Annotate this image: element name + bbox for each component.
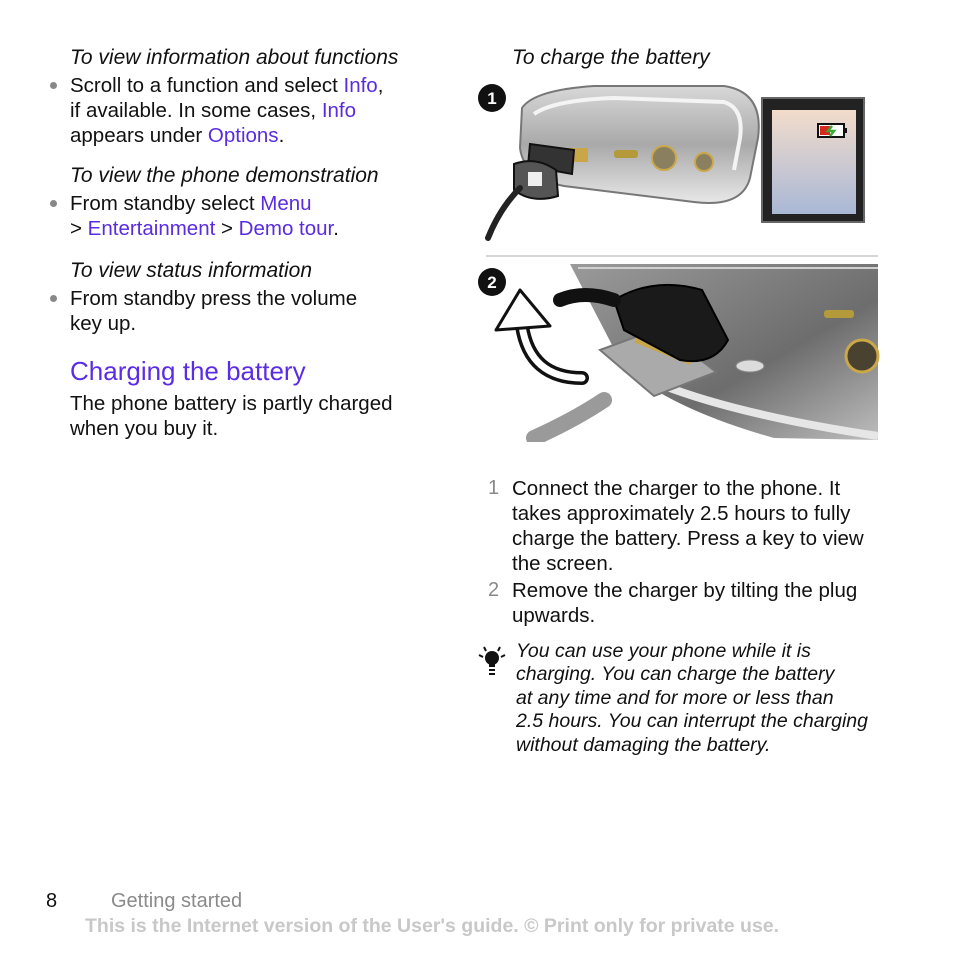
status-line-1: From standby press the volume (70, 287, 358, 310)
info-text-3b: . (278, 124, 285, 147)
charging-illustration-connect (474, 78, 884, 248)
demo-line-1 (70, 191, 450, 216)
step-2-line: upwards. (512, 604, 596, 627)
charger-plug-tilted (534, 285, 728, 438)
svg-text:2: 2 (487, 273, 497, 292)
step-1-line: Connect the charger to the phone. It (512, 477, 841, 500)
charger-plug (488, 144, 574, 238)
tip-line: 2.5 hours. You can interrupt the charging (516, 710, 868, 733)
tip-line: You can use your phone while it is (516, 640, 811, 662)
info-text-1: Scroll to a function and select (70, 74, 344, 97)
info-link[interactable]: Info (343, 74, 378, 97)
section-title-charging: Charging the battery (70, 356, 306, 386)
demo-tour-link[interactable]: Demo tour (238, 217, 334, 240)
tip-line: charging. You can charge the battery (516, 663, 835, 686)
step-2-line: Remove the charger by tilting the plug (512, 579, 858, 602)
entertainment-link[interactable]: Entertainment (87, 217, 216, 240)
options-link[interactable]: Options (207, 124, 279, 147)
step-1-line: the screen. (512, 552, 614, 575)
demo-text-2c: . (333, 217, 339, 240)
charging-illustration-remove (474, 260, 884, 442)
status-line-2: key up. (70, 312, 137, 335)
step-2-text (512, 578, 912, 628)
demo-text-1: From standby select (70, 192, 261, 215)
status-instruction (70, 286, 450, 336)
lightbulb-tip-icon (474, 642, 510, 678)
info-text-3: appears under (70, 124, 208, 147)
menu-link[interactable]: Menu (260, 192, 312, 215)
footer-section-name: Getting started (111, 890, 243, 912)
step-two-badge-icon (478, 268, 506, 296)
step-1-text (512, 476, 912, 576)
info-line-1 (70, 73, 450, 98)
step-number-2: 2 (488, 579, 500, 601)
info-line-2 (70, 98, 450, 123)
tip-line: without damaging the battery. (516, 733, 771, 756)
step-number-1: 1 (488, 477, 500, 499)
footer-copyright-notice: This is the Internet version of the User's guide. © Print only for private use. (85, 915, 780, 937)
tip-line: at any time and for more or less than (516, 686, 834, 709)
bullet-dot (50, 295, 57, 302)
battery-charging-icon (818, 124, 847, 137)
step-1-line: charge the battery. Press a key to view (512, 527, 864, 550)
heading-phone-demonstration: To view the phone demonstration (70, 164, 379, 187)
heading-view-information: To view information about functions (70, 46, 399, 69)
intro-line-1: The phone battery is partly charged (70, 392, 393, 415)
bullet-dot (50, 200, 57, 207)
info-instruction (70, 73, 450, 148)
illustration-divider (486, 255, 878, 257)
step-1-line: takes approximately 2.5 hours to fully (512, 502, 851, 525)
info-link-2[interactable]: Info (321, 99, 357, 122)
info-line-3 (70, 123, 450, 148)
demo-text-2: > (70, 217, 88, 240)
step-one-badge-icon (478, 84, 506, 112)
phone-screen-inset (762, 98, 864, 222)
charging-intro (70, 391, 450, 441)
demo-instruction (70, 191, 450, 241)
bullet-dot (50, 82, 57, 89)
heading-status-information: To view status information (70, 259, 313, 282)
intro-line-2: when you buy it. (70, 417, 219, 440)
info-text-1b: , (377, 74, 384, 97)
heading-charge-battery: To charge the battery (512, 46, 710, 69)
demo-line-2 (70, 216, 450, 241)
page-number: 8 (46, 890, 58, 912)
tip-text (516, 640, 916, 757)
info-text-2: if available. In some cases, (70, 99, 322, 122)
demo-text-2b: > (215, 217, 239, 240)
svg-text:1: 1 (487, 89, 497, 108)
